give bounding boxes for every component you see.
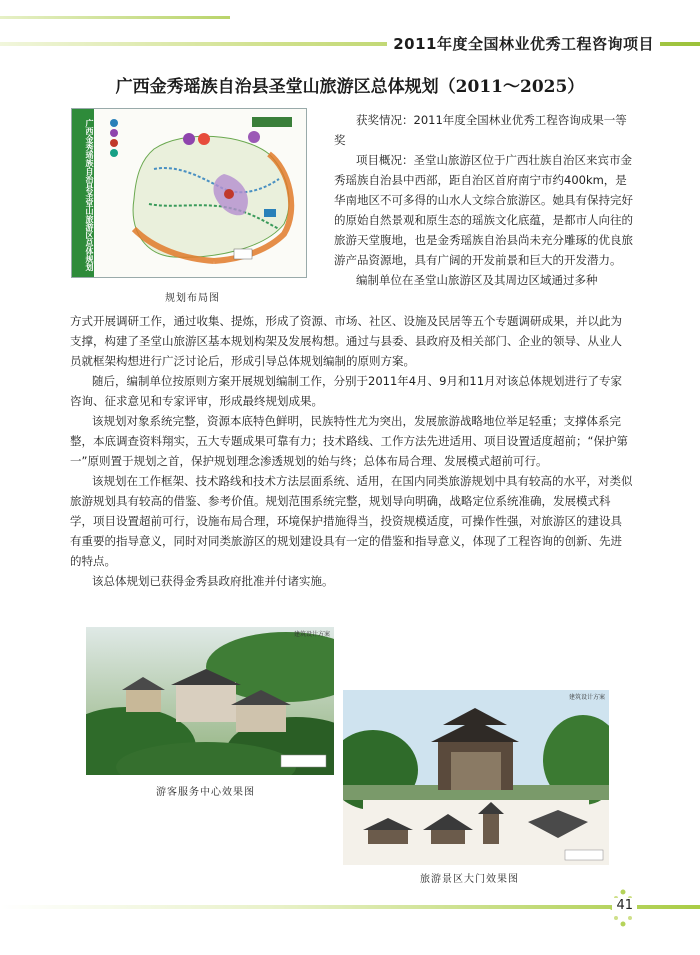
award-paragraph: 获奖情况：2011年度全国林业优秀工程咨询成果一等奖 xyxy=(334,113,627,147)
scenic-gate-caption: 旅游景区大门效果图 xyxy=(420,874,519,885)
scenic-gate-rendering xyxy=(343,690,609,865)
running-header-title: 2011年度全国林业优秀工程咨询项目 xyxy=(387,33,660,54)
planning-layout-map xyxy=(71,108,307,278)
method-paragraph-cont: 方式开展调研工作，通过收集、提炼，形成了资源、市场、社区、设施及民居等五个专题调研成果，并以此为支撑，构建了圣堂山旅游区基本规划构架及发展构想。通过与县委、县政府及相关部门、企业的领导、从业人员就框架构想进行广泛讨论后，形成引导总体规划编制的原则方案。 xyxy=(70,314,622,368)
visitor-center-caption: 游客服务中心效果图 xyxy=(156,787,255,798)
footer-rule xyxy=(0,905,700,909)
scenic-gate-tag: 建筑设计方案 xyxy=(568,694,605,701)
visitor-center-rendering xyxy=(86,627,334,775)
page-title: 广西金秀瑶族自治县圣堂山旅游区总体规划（2011～2025） xyxy=(115,77,585,97)
right-column-text xyxy=(334,110,634,290)
visitor-center-tag: 建筑设计方案 xyxy=(293,631,330,638)
body-text xyxy=(70,311,633,591)
significance-paragraph: 该规划在工作框架、技术路线和技术方法层面系统、适用，在国内同类旅游规划中具有较高的水平，对类似旅游规划具有较高的借鉴、参考价值。规划范围系统完整，规划导向明确，战略定位系统准确，发展模式科学，项目设置超前可行，设施布局合理，环境保护措施得当，投资规模适度，可操作性强，对旅游区的建设具有重要的指导意义，同时对同类旅游区的规划建设具有一定的借鉴和指导意义，体现了工程咨询的创新、先进的特点。 xyxy=(70,474,633,568)
map-caption: 规划布局图 xyxy=(165,293,220,304)
process-paragraph: 随后，编制单位按原则方案开展规划编制工作，分别于2011年4月、9月和11月对该总体规划进行了专家咨询、征求意见和专家评审，形成最终规划成果。 xyxy=(70,374,623,408)
evaluation-paragraph: 该规划对象系统完整，资源本底特色鲜明，民族特性尤为突出，发展旅游战略地位举足轻重；支撑体系完整，本底调查资料翔实，五大专题成果可靠有力；技术路线、工作方法先进适用、项目设置适度超前；“保护第一”原则置于规划之首，保护规划理念渗透规划的始与终；总体布局合理、发展模式超前可行。 xyxy=(70,414,628,468)
map-side-label: 广西金秀瑶族自治县圣堂山旅游区总体规划 xyxy=(72,109,94,277)
page-number: 41 xyxy=(612,898,637,913)
approval-paragraph: 该总体规划已获得金秀县政府批准并付诸实施。 xyxy=(92,574,334,588)
overview-paragraph: 项目概况：圣堂山旅游区位于广西壮族自治区来宾市金秀瑶族自治县中西部，距自治区首府南宁市约400km，是华南地区不可多得的山水人文综合旅游区。她具有保持完好的原始自然景观和原生态的瑶族文化底蕴，是都市人向往的旅游天堂腹地，也是金秀瑶族自治县尚未充分雕琢的优良旅游产品资源地，具有广阔的开发前景和巨大的开发潜力。 xyxy=(334,153,633,267)
method-paragraph-start: 编制单位在圣堂山旅游区及其周边区域通过多种 xyxy=(356,273,598,287)
scenic-gate-image xyxy=(343,690,609,865)
visitor-center-image xyxy=(86,627,334,775)
map-illustration xyxy=(94,109,307,278)
